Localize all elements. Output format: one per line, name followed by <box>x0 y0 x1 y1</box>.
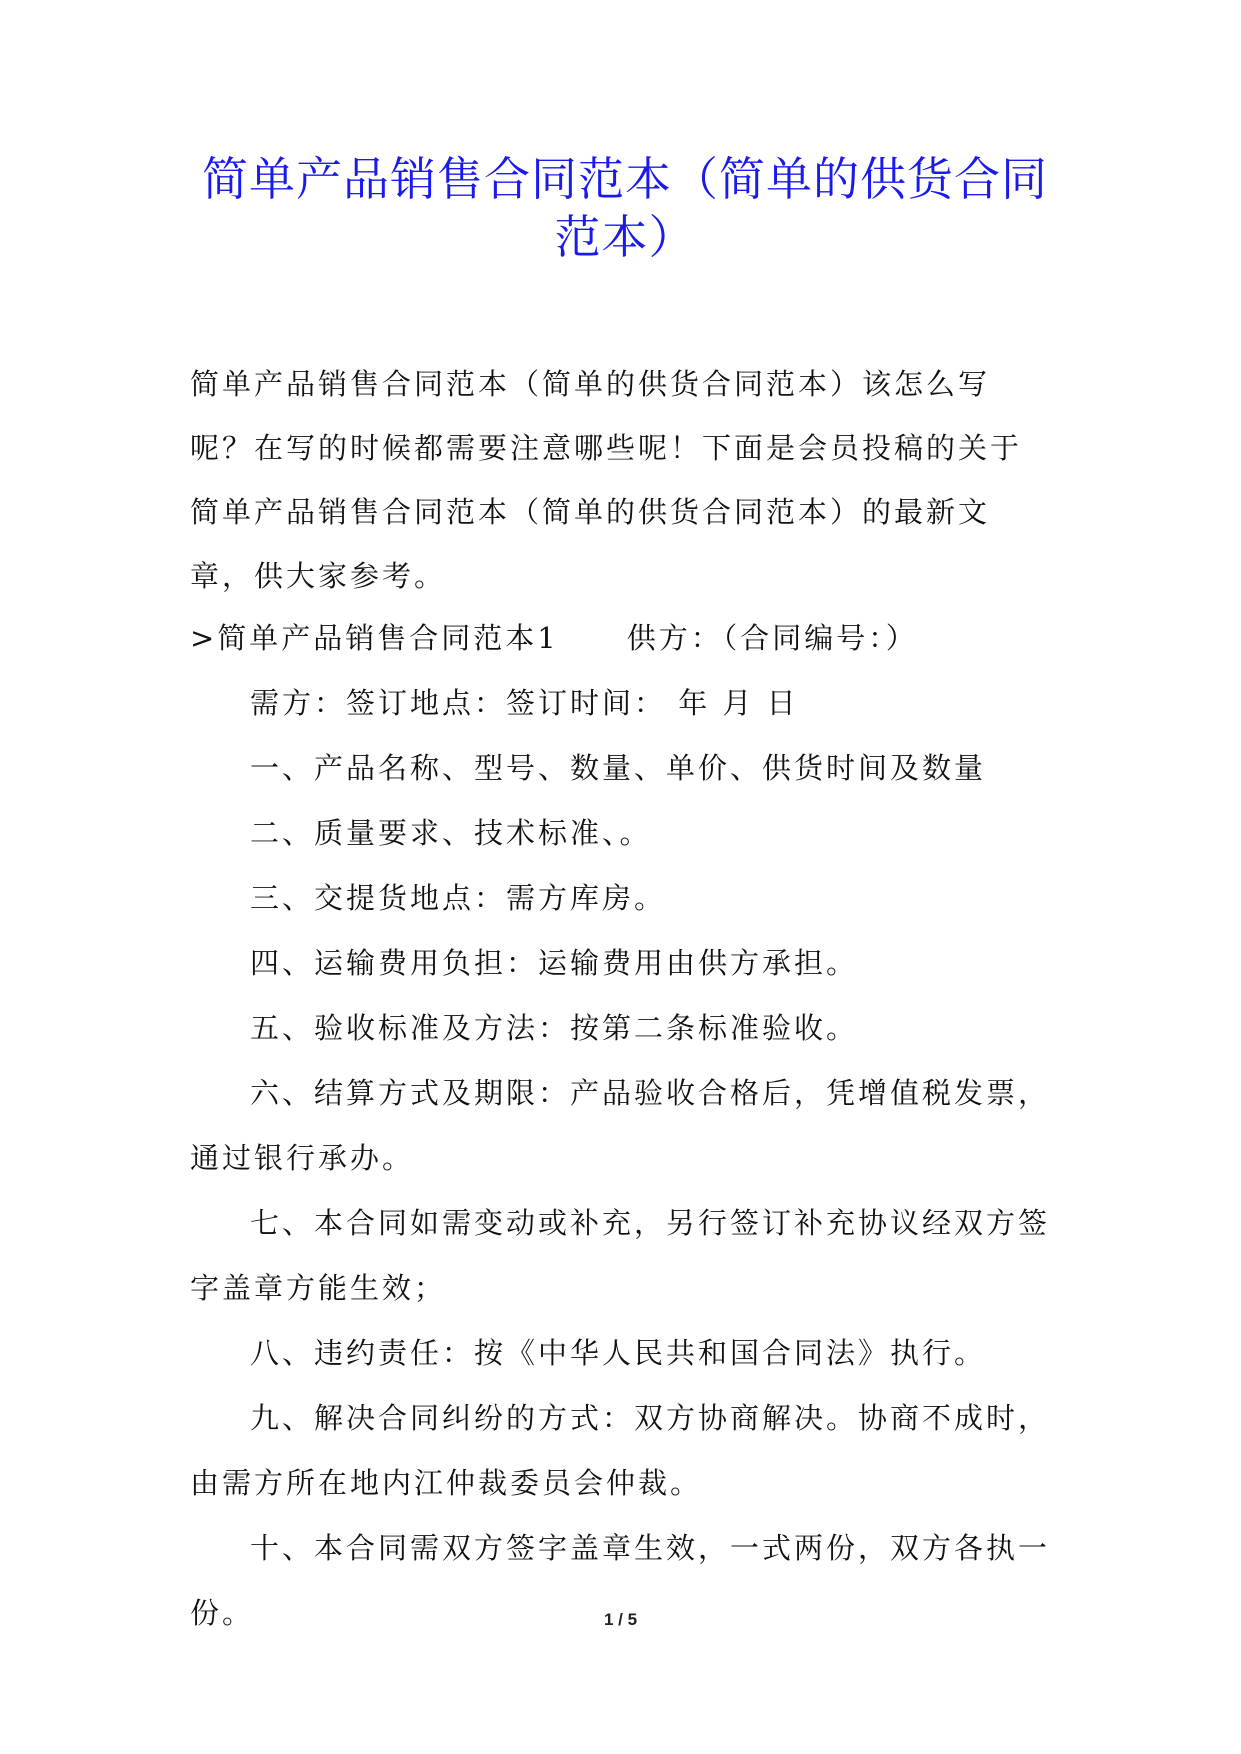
buyer-line: 需方：签订地点：签订时间： 年 月 日 <box>250 686 799 720</box>
supplier-line: 供方：（合同编号：） <box>626 621 918 655</box>
clause-item: 八、违约责任：按《中华人民共和国合同法》执行。 <box>250 1336 987 1370</box>
clause-item: 一、产品名称、型号、数量、单价、供货时间及数量 <box>250 751 987 785</box>
page-number: 1 / 5 <box>603 1610 638 1629</box>
clause-item: 十、本合同需双方签字盖章生效，一式两份，双方各执一份。 <box>190 1531 1051 1630</box>
document-title: 简单产品销售合同范本（简单的供货合同范本） <box>202 152 1048 264</box>
section-heading-line <box>190 606 1050 671</box>
section-heading: >简单产品销售合同范本1 <box>190 621 559 655</box>
clause-item: 二、质量要求、技术标准、。 <box>250 816 652 850</box>
clause-item: 六、结算方式及期限：产品验收合格后，凭增值税发票，通过银行承办。 <box>190 1076 1051 1175</box>
clause-item: 三、交提货地点：需方库房。 <box>250 881 667 915</box>
clause-item: 九、解决合同纠纷的方式：双方协商解决。协商不成时，由需方所在地内江仲裁委员会仲裁。 <box>190 1401 1051 1500</box>
clause-item: 四、运输费用负担：运输费用由供方承担。 <box>250 946 859 980</box>
intro-paragraph: 简单产品销售合同范本（简单的供货合同范本）该怎么写呢？在写的时候都需要注意哪些呢！下面是会员投稿的关于简单产品销售合同范本（简单的供货合同范本）的最新文章，供大家参考。 <box>190 367 1023 593</box>
clause-item: 五、验收标准及方法：按第二条标准验收。 <box>250 1011 859 1045</box>
clause-item: 七、本合同如需变动或补充，另行签订补充协议经双方签字盖章方能生效； <box>190 1206 1051 1305</box>
contract-body <box>190 606 1050 1646</box>
